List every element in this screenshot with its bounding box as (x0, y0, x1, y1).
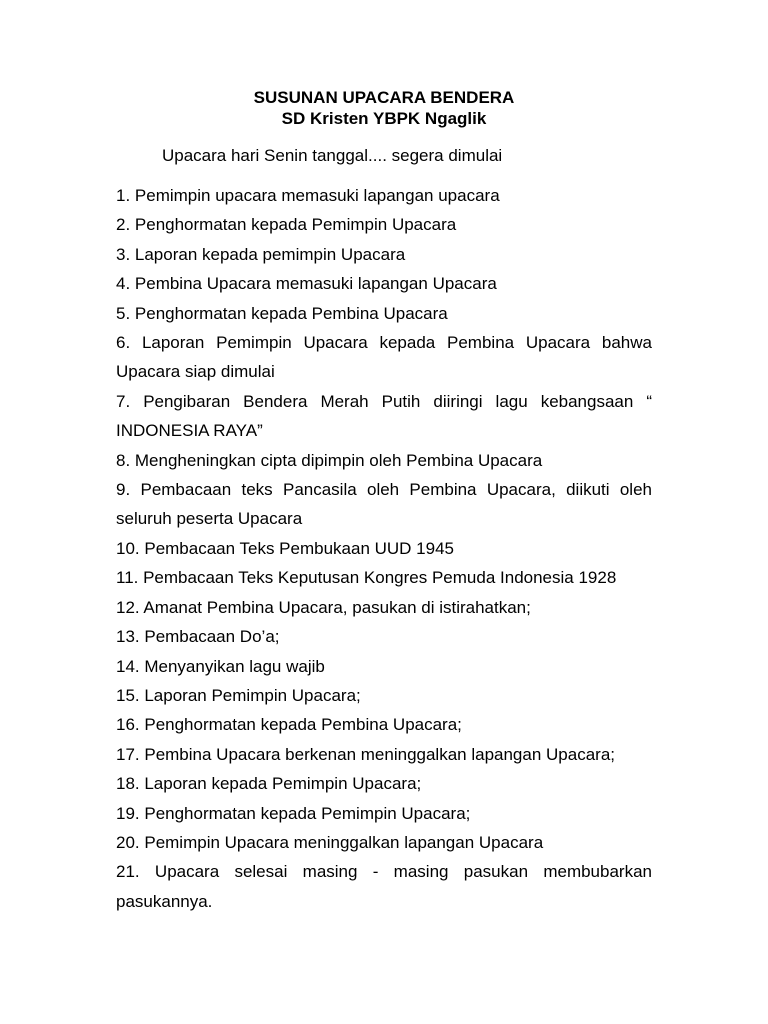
intro-line: Upacara hari Senin tanggal.... segera dimulai (162, 146, 503, 165)
list-item: 3. Laporan kepada pemimpin Upacara (116, 244, 406, 264)
list-item: 2. Penghormatan kepada Pemimpin Upacara (116, 215, 457, 235)
list-item: 5. Penghormatan kepada Pembina Upacara (116, 303, 448, 323)
list-item: 11. Pembacaan Teks Keputusan Kongres Pemuda Indonesia 1928 (116, 568, 617, 588)
list-item: 21. Upacara selesai masing - masing pasukan membubarkan pasukannya. (116, 862, 652, 911)
list-item: 13. Pembacaan Do’a; (116, 627, 280, 647)
list-item: 6. Laporan Pemimpin Upacara kepada Pembina Upacara bahwa Upacara siap dimulai (116, 333, 652, 382)
list-item: 4. Pembina Upacara memasuki lapangan Upacara (116, 274, 497, 294)
document-subtitle: SD Kristen YBPK Ngaglik (281, 109, 487, 128)
list-item: 7. Pengibaran Bendera Merah Putih diiringi lagu kebangsaan “ INDONESIA RAYA” (116, 391, 652, 441)
list-item: 20. Pemimpin Upacara meninggalkan lapangan Upacara (116, 832, 544, 852)
list-item: 10. Pembacaan Teks Pembukaan UUD 1945 (116, 538, 454, 558)
ceremony-steps-list (116, 181, 652, 916)
list-item: 15. Laporan Pemimpin Upacara; (116, 685, 361, 705)
list-item: 14. Menyanyikan lagu wajib (116, 656, 325, 676)
list-item: 8. Mengheningkan cipta dipimpin oleh Pembina Upacara (116, 450, 543, 470)
list-item: 19. Penghormatan kepada Pemimpin Upacara; (116, 803, 471, 823)
list-item: 18. Laporan kepada Pemimpin Upacara; (116, 774, 422, 794)
list-item: 12. Amanat Pembina Upacara, pasukan di istirahatkan; (116, 597, 531, 617)
document-header (0, 87, 768, 129)
list-item: 9. Pembacaan teks Pancasila oleh Pembina Upacara, diikuti oleh seluruh peserta Upacara (116, 480, 652, 529)
document-title: SUSUNAN UPACARA BENDERA (253, 88, 515, 107)
list-item: 17. Pembina Upacara berkenan meninggalkan lapangan Upacara; (116, 744, 616, 764)
list-item: 1. Pemimpin upacara memasuki lapangan upacara (116, 186, 500, 205)
list-item: 16. Penghormatan kepada Pembina Upacara; (116, 715, 462, 735)
